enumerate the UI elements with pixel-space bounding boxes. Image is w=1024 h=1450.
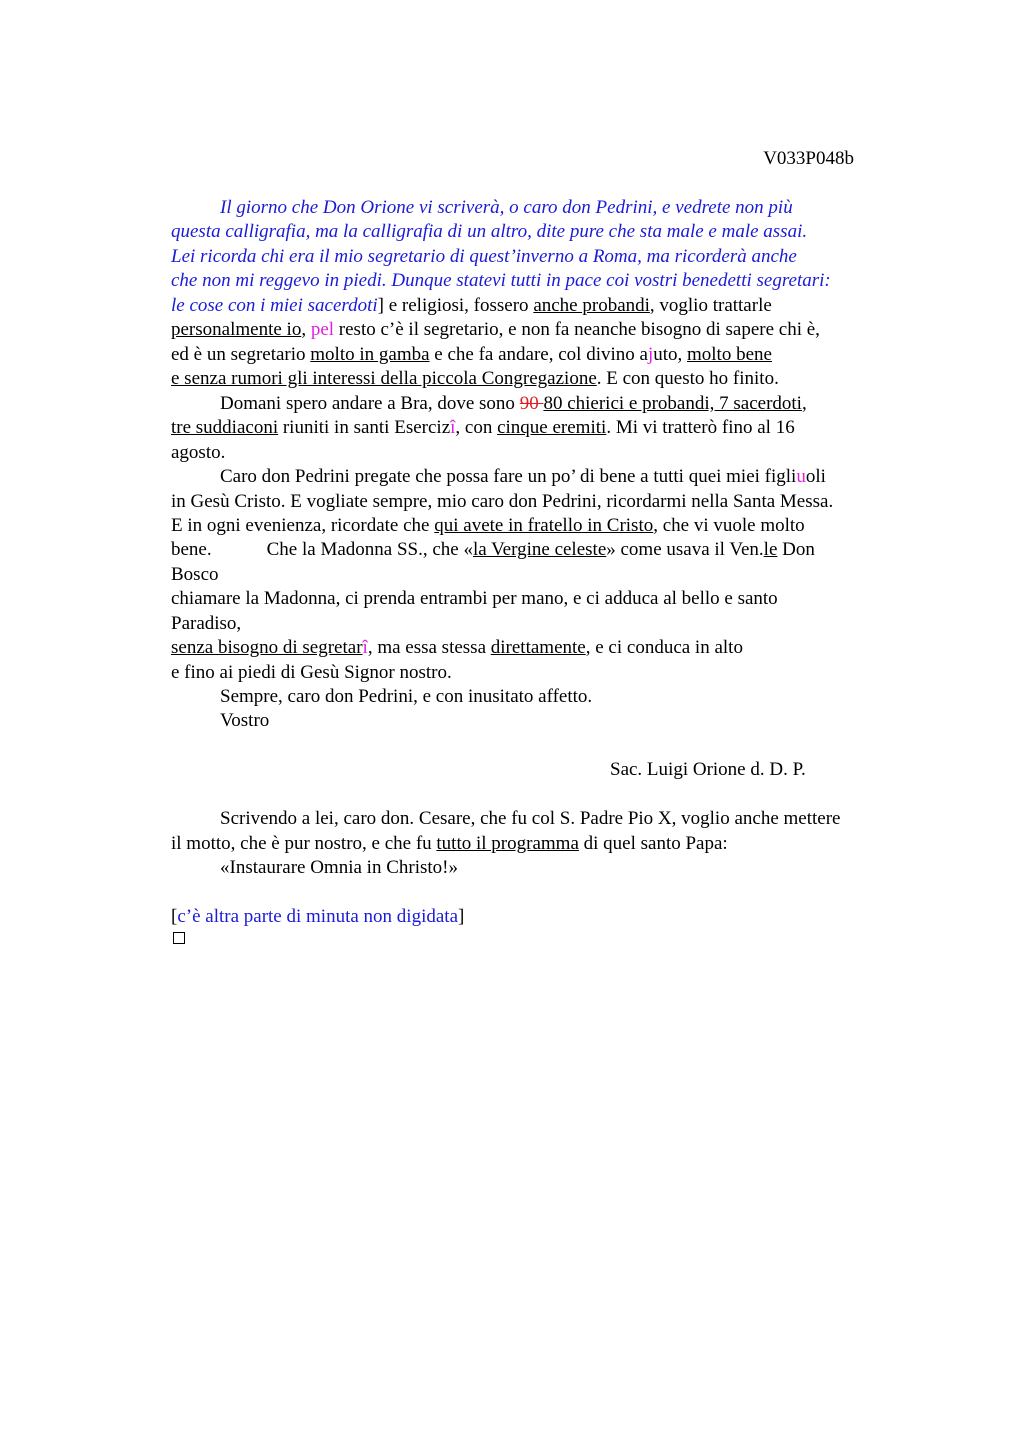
text-run: , ma essa stessa bbox=[367, 637, 491, 658]
signature bbox=[610, 758, 806, 782]
text-run: . Mi vi tratterò fino al 16 bbox=[606, 417, 795, 438]
editorial-note bbox=[171, 905, 464, 929]
bracket: ] bbox=[458, 906, 465, 927]
text-run: . E con questo ho finito. bbox=[596, 368, 779, 389]
text-run: Bosco bbox=[171, 564, 219, 585]
deleted-text: 90 bbox=[519, 393, 544, 414]
text-line bbox=[171, 441, 225, 465]
underlined-text: e senza rumori gli interessi della piccola Congregazione bbox=[171, 368, 597, 389]
text-run: Vostro bbox=[220, 710, 270, 731]
text-line bbox=[171, 367, 779, 391]
text-run: questa calligrafia, ma la calligrafia di un altro, dite pure che sta male e male assai. bbox=[171, 221, 808, 242]
text-line bbox=[171, 563, 219, 587]
text-run: ] e religiosi, fossero bbox=[377, 295, 534, 316]
underlined-text: le bbox=[763, 539, 778, 560]
text-run: ed è un segretario bbox=[171, 344, 311, 365]
document-reference: V033P048b bbox=[763, 148, 854, 169]
text-run: , bbox=[301, 319, 311, 340]
text-line bbox=[220, 465, 826, 489]
text-run: , che vi vuole molto bbox=[653, 515, 805, 536]
text-line bbox=[171, 612, 241, 636]
text-line bbox=[220, 196, 793, 220]
text-line bbox=[220, 392, 807, 416]
underlined-text: cinque eremiti bbox=[497, 417, 607, 438]
motto bbox=[220, 856, 458, 880]
text-run: e che fa andare, col divino a bbox=[429, 344, 648, 365]
underlined-text: molto in gamba bbox=[310, 344, 430, 365]
text-run: oli bbox=[805, 466, 826, 487]
text-line bbox=[171, 269, 831, 293]
text-line bbox=[171, 294, 772, 318]
text-run: Che la Madonna SS., che « bbox=[266, 539, 473, 560]
text-run: Scrivendo a lei, caro don. Cesare, che fu col S. Padre Pio X, voglio anche mettere bbox=[220, 808, 841, 829]
text-run: , con bbox=[455, 417, 498, 438]
underlined-text: direttamente bbox=[490, 637, 586, 658]
text-line bbox=[171, 538, 815, 562]
text-line bbox=[171, 514, 805, 538]
text-run: Don bbox=[777, 539, 815, 560]
underlined-text: qui avete in fratello in Cristo bbox=[434, 515, 654, 536]
text-line bbox=[171, 636, 743, 660]
underlined-text: tre suddiaconi bbox=[171, 417, 279, 438]
underlined-text: molto bene bbox=[687, 344, 772, 365]
text-run: bene. bbox=[171, 539, 212, 560]
text-run: che non mi reggevo in piedi. Dunque statevi tutti in pace coi vostri benedetti segretari: bbox=[171, 270, 831, 291]
text-run: Sac. Luigi Orione d. D. P. bbox=[610, 759, 806, 780]
text-run: , bbox=[801, 393, 807, 414]
text-run: «Instaurare Omnia in Christo!» bbox=[220, 857, 458, 878]
text-run: Domani spero andare a Bra, dove sono bbox=[220, 393, 520, 414]
postscript-line bbox=[220, 807, 840, 831]
text-run: e fino ai piedi di Gesù Signor nostro. bbox=[171, 662, 452, 683]
edited-text: u bbox=[796, 466, 806, 487]
text-run: Caro don Pedrini pregate che possa fare un po’ di bene a tutti quei miei figli bbox=[220, 466, 797, 487]
underlined-text: senza bisogno di segretar bbox=[171, 637, 363, 658]
closing-line bbox=[220, 709, 269, 733]
text-line bbox=[171, 490, 833, 514]
edited-text: î bbox=[362, 637, 368, 658]
text-run: Lei ricorda chi era il mio segretario di quest’inverno a Roma, ma ricorderà anche bbox=[171, 246, 797, 267]
text-run: Paradiso, bbox=[171, 613, 242, 634]
text-run: , voglio trattarle bbox=[649, 295, 772, 316]
underlined-text: personalmente io bbox=[171, 319, 302, 340]
underlined-text: tutto il programma bbox=[436, 833, 579, 854]
text-line bbox=[171, 220, 807, 244]
text-run: di quel santo Papa: bbox=[578, 833, 728, 854]
text-run: resto c’è il segretario, e non fa neanche bisogno di sapere chi è, bbox=[334, 319, 820, 340]
closing-line bbox=[220, 685, 592, 709]
edited-text: j bbox=[647, 344, 654, 365]
text-run: E in ogni evenienza, ricordate che bbox=[171, 515, 435, 536]
text-run: Sempre, caro don Pedrini, e con inusitato affetto. bbox=[220, 686, 593, 707]
text-run: le cose con i miei sacerdoti bbox=[171, 295, 378, 316]
square-box-icon bbox=[173, 932, 185, 944]
edited-text: î bbox=[450, 417, 456, 438]
text-line bbox=[171, 318, 820, 342]
text-run: riuniti in santi Eserciz bbox=[278, 417, 451, 438]
text-run: » come usava il Ven. bbox=[606, 539, 764, 560]
underlined-text: la Vergine celeste bbox=[472, 539, 607, 560]
bracket: [ bbox=[171, 906, 178, 927]
note-text: c’è altra parte di minuta non digidata bbox=[177, 906, 458, 927]
text-run: in Gesù Cristo. E vogliate sempre, mio caro don Pedrini, ricordarmi nella Santa Messa. bbox=[171, 491, 834, 512]
text-run: chiamare la Madonna, ci prenda entrambi per mano, e ci adduca al bello e santo bbox=[171, 588, 778, 609]
text-run: Il giorno che Don Orione vi scriverà, o caro don Pedrini, e vedrete non più bbox=[220, 197, 793, 218]
postscript-line bbox=[171, 832, 728, 856]
edited-text: pel bbox=[310, 319, 335, 340]
underlined-text: anche probandi bbox=[533, 295, 650, 316]
text-run: , e ci conduca in alto bbox=[585, 637, 743, 658]
text-run: il motto, che è pur nostro, e che fu bbox=[171, 833, 437, 854]
text-line bbox=[171, 661, 452, 685]
text-line bbox=[171, 343, 772, 367]
text-run: agosto. bbox=[171, 442, 226, 463]
text-line bbox=[171, 245, 797, 269]
text-run: uto, bbox=[653, 344, 687, 365]
text-line bbox=[171, 416, 795, 440]
text-line bbox=[171, 587, 778, 611]
underlined-text: 80 chierici e probandi, 7 sacerdoti bbox=[543, 393, 802, 414]
